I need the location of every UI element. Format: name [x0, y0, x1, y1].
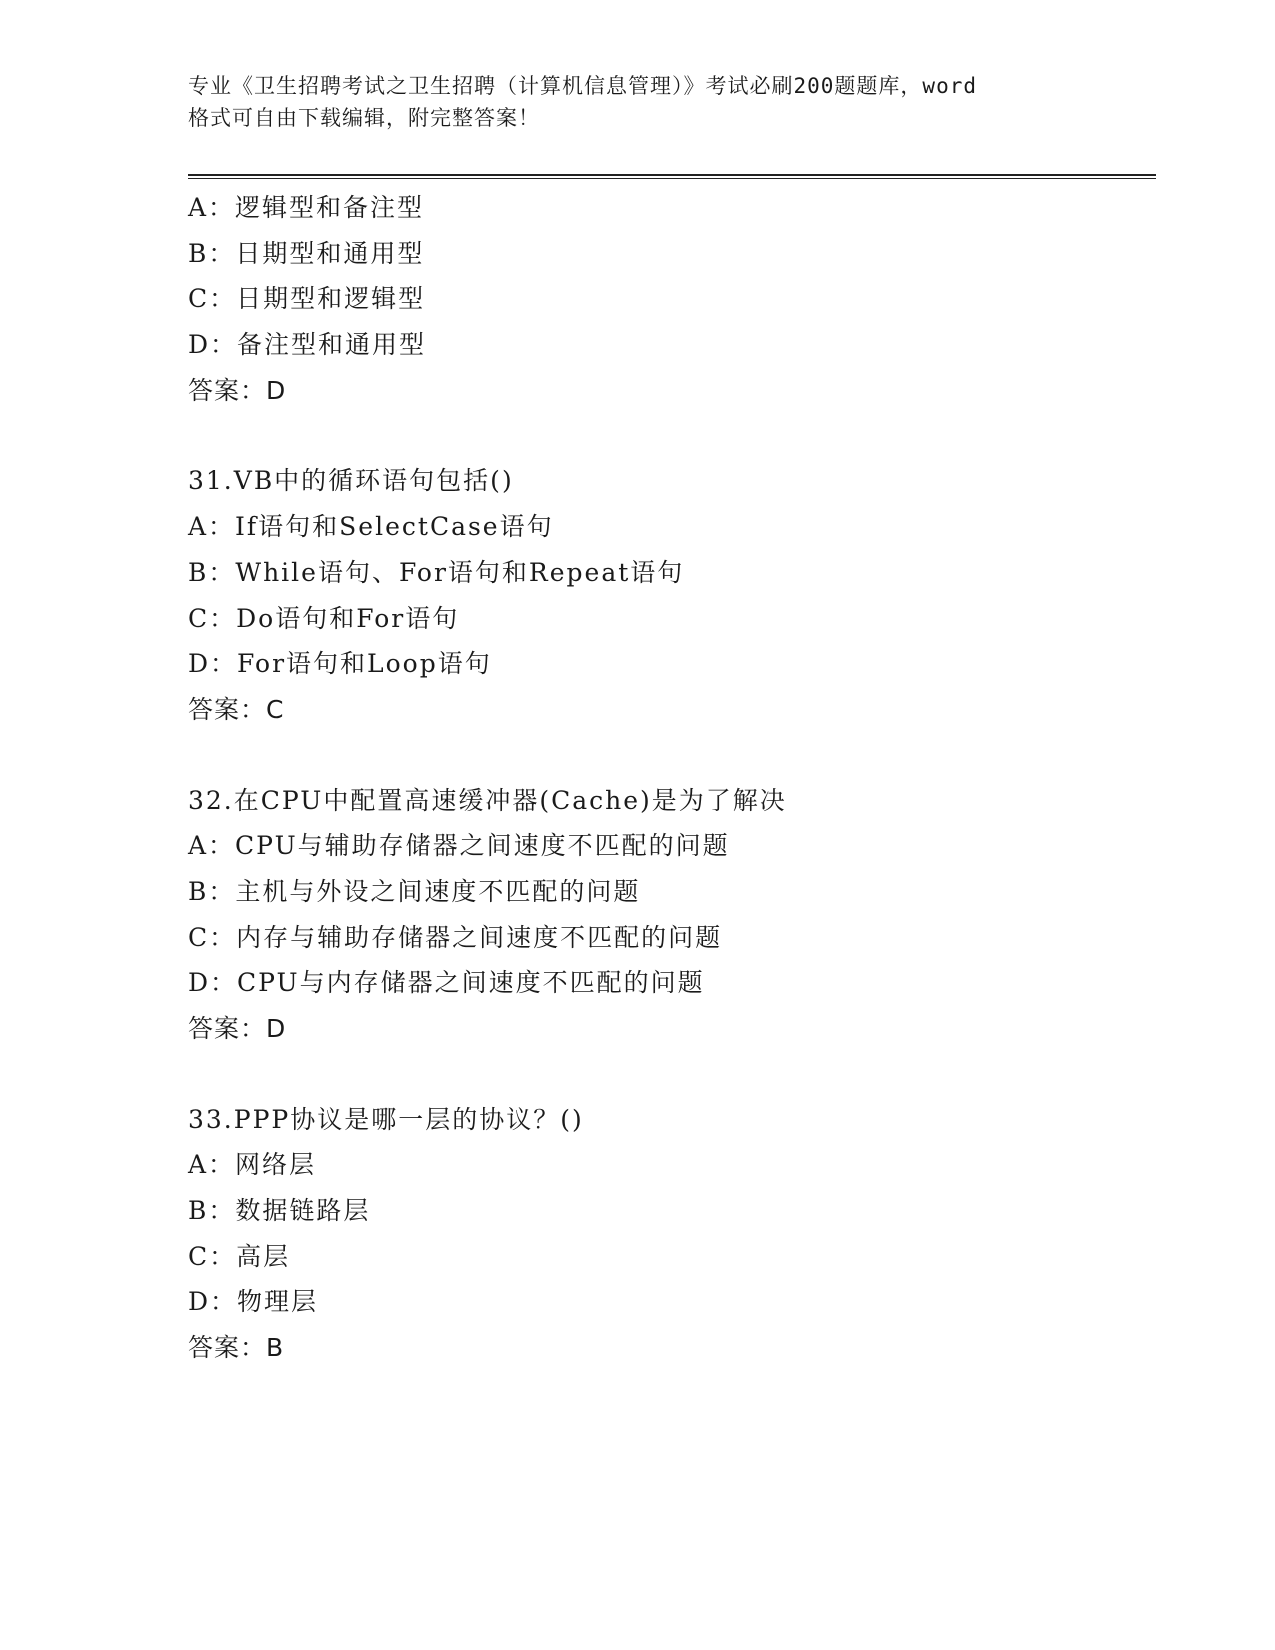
document-page [188, 70, 1156, 1371]
answer: 答案：D [188, 1014, 287, 1043]
answer: 答案：C [188, 694, 285, 724]
option-d: D：CPU与内存储器之间速度不匹配的问题 [188, 968, 705, 998]
header-line-2: 格式可自由下载编辑，附完整答案！ [188, 106, 540, 130]
answer: 答案：B [188, 1333, 285, 1363]
option-d: D：物理层 [188, 1287, 319, 1317]
option-a: A：逻辑型和备注型 [188, 193, 425, 222]
option-a: A：CPU与辅助存储器之间速度不匹配的问题 [188, 831, 730, 861]
option-a: A：If语句和SelectCase语句 [188, 512, 554, 542]
option-c: C：Do语句和For语句 [188, 603, 460, 633]
question-text: 33.PPP协议是哪一层的协议？() [188, 1104, 584, 1134]
option-b: B：数据链路层 [188, 1196, 371, 1226]
question-31 [188, 458, 1156, 732]
option-d: D：备注型和通用型 [188, 330, 427, 360]
option-c: C：日期型和逻辑型 [188, 284, 426, 314]
document-header [188, 70, 1088, 134]
header-line-1: 专业《卫生招聘考试之卫生招聘（计算机信息管理）》考试必刷200题题库，word [188, 74, 977, 98]
option-c: C：高层 [188, 1241, 291, 1271]
question-32 [188, 778, 1156, 1052]
answer: 答案：D [188, 375, 287, 405]
option-b: B：主机与外设之间速度不匹配的问题 [188, 876, 641, 906]
option-d: D：For语句和Loop语句 [188, 649, 492, 679]
header-divider [188, 174, 1156, 179]
question-33 [188, 1097, 1156, 1371]
option-c: C：内存与辅助存储器之间速度不匹配的问题 [188, 922, 723, 952]
question-text: 31.VB中的循环语句包括() [188, 466, 514, 496]
option-b: B：While语句、For语句和Repeat语句 [188, 557, 685, 587]
option-b: B：日期型和通用型 [188, 238, 425, 268]
option-a: A：网络层 [188, 1150, 317, 1180]
question-text: 32.在CPU中配置高速缓冲器(Cache)是为了解决 [188, 785, 787, 815]
question-30 [188, 185, 1156, 413]
